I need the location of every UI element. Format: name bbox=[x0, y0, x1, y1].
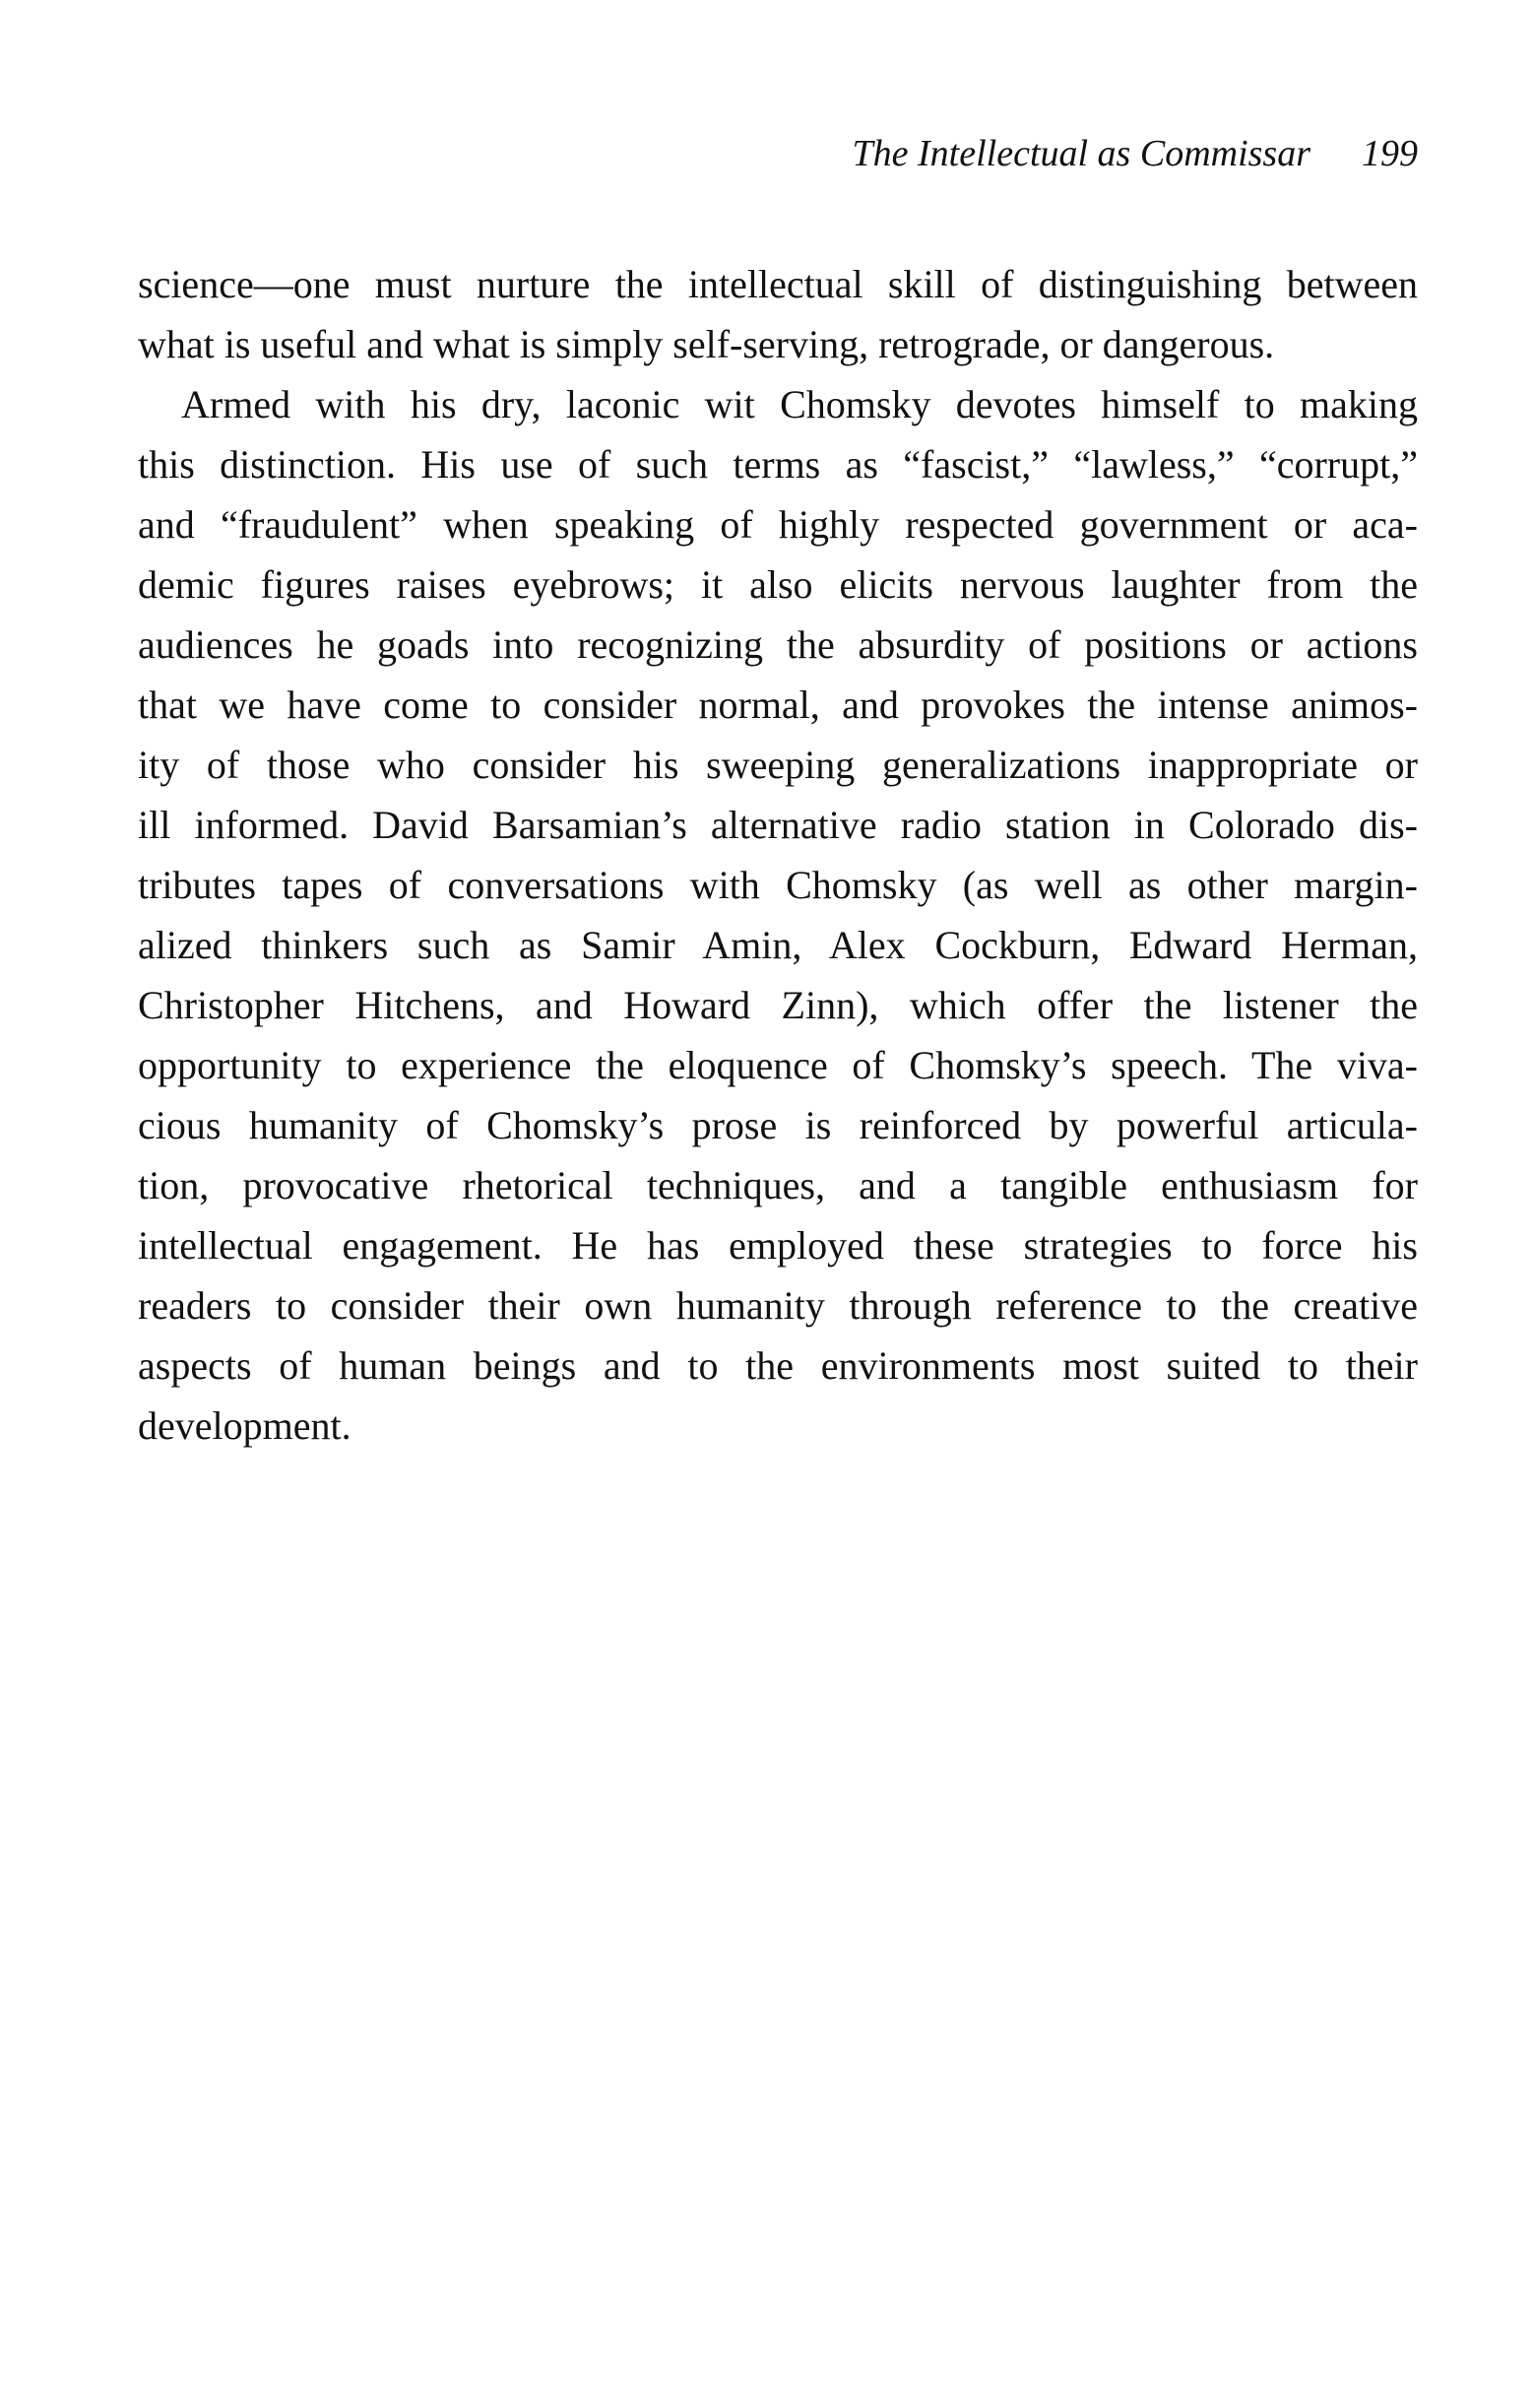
text-line: Armed with his dry, laconic wit Chomsky devotes himself to making bbox=[181, 382, 1418, 426]
text-line: cious humanity of Chomsky’s prose is reinforced by powerful articula- bbox=[138, 1103, 1418, 1147]
text-line: that we have come to consider normal, and provokes the intense animos- bbox=[138, 683, 1418, 727]
page-number: 199 bbox=[1362, 133, 1418, 174]
text-line: science—one must nurture the intellectual skill of distinguishing between bbox=[138, 262, 1418, 306]
running-head bbox=[138, 130, 1418, 177]
text-line: Christopher Hitchens, and Howard Zinn), which offer the listener the bbox=[138, 983, 1418, 1027]
text-line: aspects of human beings and to the environments most suited to their bbox=[138, 1343, 1418, 1388]
body-text bbox=[138, 254, 1418, 1456]
text-line: this distinction. His use of such terms as “fascist,” “lawless,” “corrupt,” bbox=[138, 442, 1418, 487]
text-line: audiences he goads into recognizing the absurdity of positions or actions bbox=[138, 622, 1418, 667]
text-line: alized thinkers such as Samir Amin, Alex Cockburn, Edward Herman, bbox=[138, 923, 1418, 967]
text-line: intellectual engagement. He has employed these strategies to force his bbox=[138, 1223, 1418, 1268]
text-line: tributes tapes of conversations with Chomsky (as well as other margin- bbox=[138, 863, 1418, 907]
text-line: tion, provocative rhetorical techniques, and a tangible enthusiasm for bbox=[138, 1163, 1418, 1207]
text-line: opportunity to experience the eloquence of Chomsky’s speech. The viva- bbox=[138, 1043, 1418, 1087]
text-line: what is useful and what is simply self-serving, retrograde, or dangerous. bbox=[138, 322, 1275, 366]
text-line: and “fraudulent” when speaking of highly respected government or aca- bbox=[138, 502, 1418, 547]
text-line: readers to consider their own humanity through reference to the creative bbox=[138, 1283, 1418, 1328]
text-line: ity of those who consider his sweeping generalizations inappropriate or bbox=[138, 743, 1418, 787]
text-line: demic figures raises eyebrows; it also elicits nervous laughter from the bbox=[138, 562, 1418, 607]
text-line: development. bbox=[138, 1403, 351, 1448]
running-title: The Intellectual as Commissar bbox=[852, 133, 1310, 174]
text-line: ill informed. David Barsamian’s alternative radio station in Colorado dis- bbox=[138, 803, 1418, 847]
